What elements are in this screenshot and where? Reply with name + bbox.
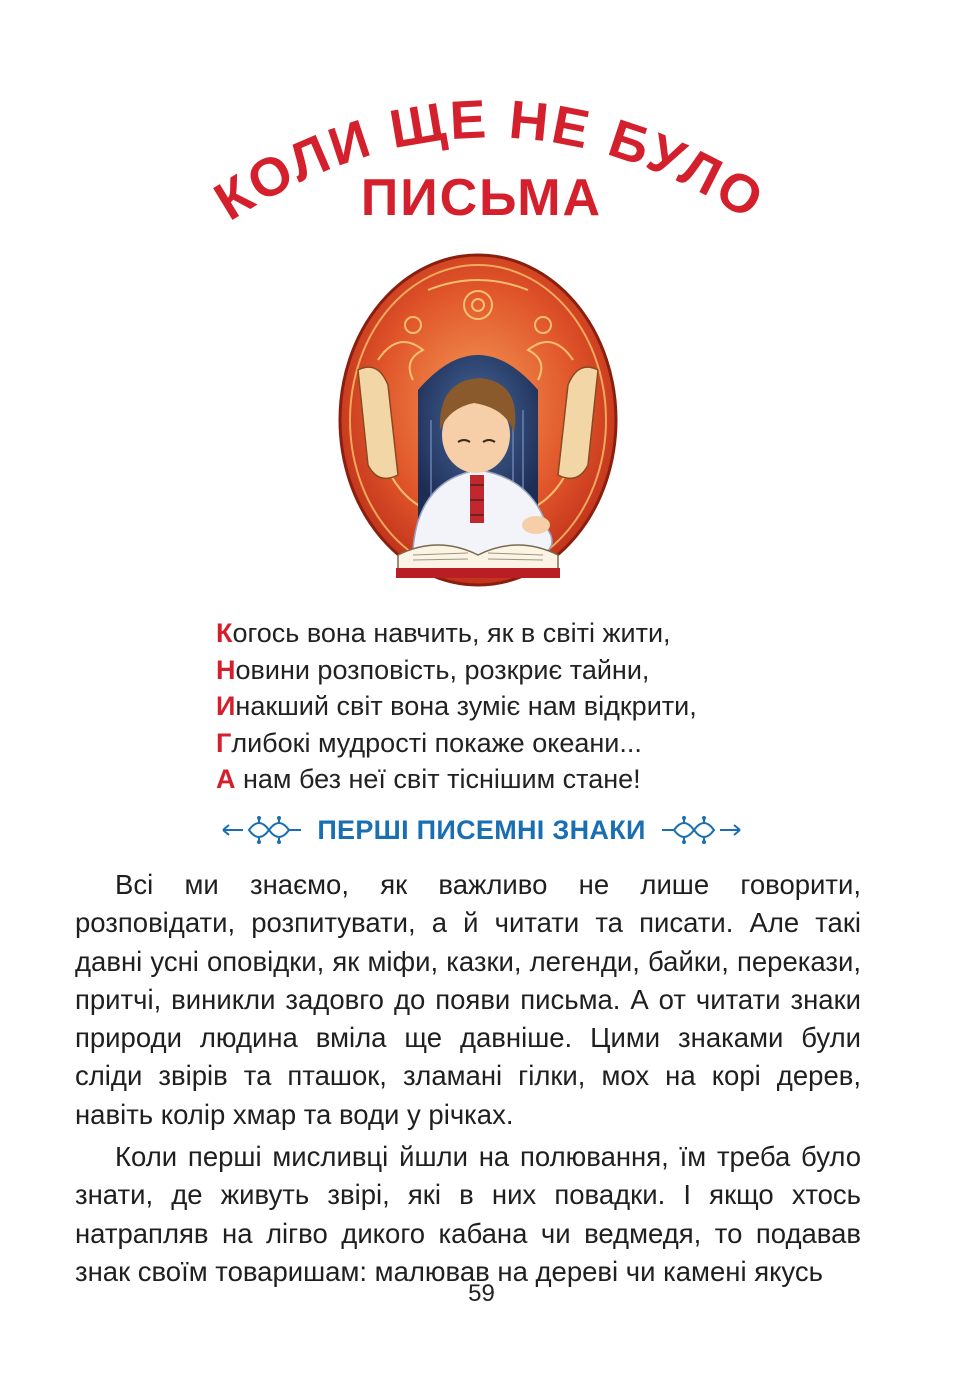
poem-initial-letter: К xyxy=(216,618,233,648)
acrostic-poem xyxy=(216,615,816,798)
boy-reading-book-in-egg-frame-illustration xyxy=(318,250,638,590)
poem-line xyxy=(216,725,816,762)
paragraph: Всі ми знаємо, як важливо не лише говорити, розповідати, розпитувати, а й читати та писати. Але такі давні усні оповідки, як міфи, казки, легенди, байки, перекази, притчі, виникли задовго до появи письма. А от читати знаки природи людина вміла ще давніше. Цими знаками були сліди звірів та пташок, зламані гілки, мох на корі дерев, навіть колір хмар та води у річках. xyxy=(75,869,861,1130)
poem-initial-letter: Н xyxy=(216,654,236,685)
title-line-2: ПИСЬМА xyxy=(360,169,603,227)
floral-ornament-left-icon xyxy=(219,815,303,845)
title-arc xyxy=(150,60,830,260)
section-title: ПЕРШІ ПИСЕМНІ ЗНАКИ xyxy=(317,814,646,845)
poem-initial-letter: А xyxy=(216,764,236,794)
section-heading xyxy=(0,808,963,852)
poem-initial-letter: Г xyxy=(216,727,232,758)
body-text xyxy=(75,866,861,1291)
poem-line-text: овини розповість, розкриє тайни, xyxy=(235,654,650,685)
title-line-1: КОЛИ ЩЕ НЕ БУЛО xyxy=(204,89,776,232)
poem-line-text: накший світ вона зуміє нам відкрити, xyxy=(235,691,697,721)
floral-ornament-right-icon xyxy=(660,815,744,845)
poem-line-text: нам без неї світ тіснішим стане! xyxy=(235,764,641,794)
paragraph: Коли перші мисливці йшли на полювання, їм треба було знати, де живуть звірі, які в них повадки. І якщо хтось натрапляв на лігво дикого кабана чи ведмедя, то подавав знак своїм товаришам: малював на дереві чи камені якусь xyxy=(75,1141,861,1287)
poem-initial-letter: И xyxy=(216,691,236,721)
poem-line xyxy=(216,615,816,652)
poem-line xyxy=(216,688,816,725)
poem-line-text: либокі мудрості покаже океани... xyxy=(231,727,642,758)
poem-line-text: огось вона навчить, як в світі жити, xyxy=(232,618,671,648)
page-number: 59 xyxy=(468,1280,495,1307)
poem-line xyxy=(216,761,816,798)
poem-line xyxy=(216,652,816,689)
